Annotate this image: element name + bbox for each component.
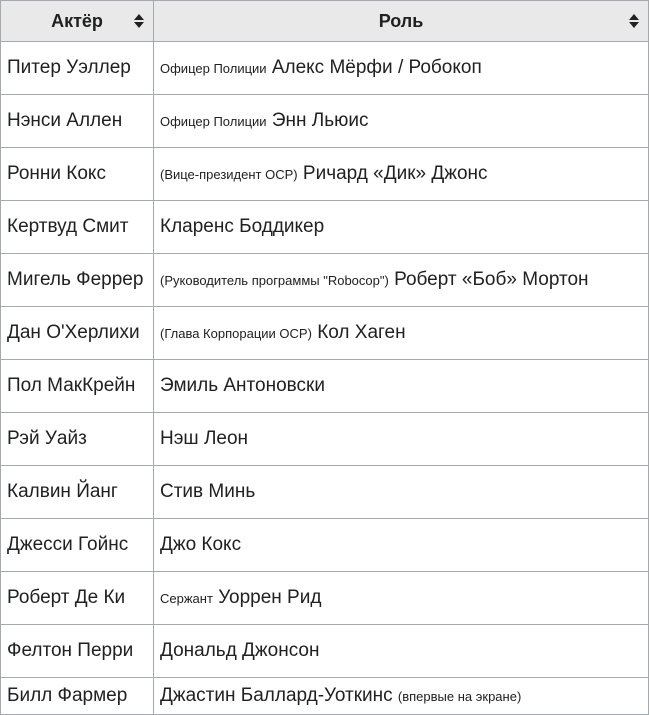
actor-cell: Ронни Кокс <box>1 148 154 201</box>
role-note: Сержант <box>160 591 213 606</box>
role-cell <box>154 413 649 466</box>
actor-cell: Роберт Де Ки <box>1 572 154 625</box>
role-name: Стив Минь <box>160 481 256 502</box>
table-row <box>1 307 649 360</box>
table-row <box>1 95 649 148</box>
header-row <box>1 1 649 42</box>
role-name: Алекс Мёрфи / Робокоп <box>271 57 482 78</box>
role-name: Энн Льюис <box>271 110 369 131</box>
actor-header-label: Актёр <box>51 10 103 31</box>
role-cell <box>154 307 649 360</box>
table-row <box>1 148 649 201</box>
sort-arrows-icon[interactable] <box>628 13 640 29</box>
actor-cell: Мигель Феррер <box>1 254 154 307</box>
role-note-after: (впервые на экране) <box>397 689 522 704</box>
table-row <box>1 572 649 625</box>
role-note: Офицер Полиции <box>160 61 267 76</box>
role-note: Офицер Полиции <box>160 114 267 129</box>
role-cell <box>154 572 649 625</box>
role-name: Кол Хаген <box>317 322 406 343</box>
sort-arrows-icon[interactable] <box>133 13 145 29</box>
role-name: Эмиль Антоновски <box>160 375 325 396</box>
role-note: (Руководитель программы "Robocop") <box>160 273 389 288</box>
role-note: (Вице-президент OCP) <box>160 167 298 182</box>
role-cell <box>154 148 649 201</box>
role-name: Дональд Джонсон <box>160 640 320 661</box>
role-cell <box>154 95 649 148</box>
role-name: Нэш Леон <box>160 428 249 449</box>
actor-cell: Джесси Гойнс <box>1 519 154 572</box>
role-header-label: Роль <box>378 10 424 31</box>
table-row <box>1 201 649 254</box>
table-row <box>1 678 649 715</box>
role-cell <box>154 625 649 678</box>
role-name: Ричард «Дик» Джонс <box>302 163 488 184</box>
role-cell <box>154 254 649 307</box>
table-row <box>1 466 649 519</box>
actor-cell: Дан О'Херлихи <box>1 307 154 360</box>
table-row <box>1 42 649 95</box>
actor-cell: Пол МакКрейн <box>1 360 154 413</box>
actor-cell: Нэнси Аллен <box>1 95 154 148</box>
role-name: Уоррен Рид <box>218 587 322 608</box>
role-cell <box>154 519 649 572</box>
actor-cell: Билл Фармер <box>1 678 154 715</box>
role-name: Кларенс Боддикер <box>160 216 325 237</box>
role-name: Роберт «Боб» Мортон <box>394 269 589 290</box>
role-name: Джо Кокс <box>160 534 242 555</box>
role-note: (Глава Корпорации OCP) <box>160 326 312 341</box>
table-row <box>1 254 649 307</box>
role-column-header[interactable] <box>154 1 649 42</box>
table-row <box>1 360 649 413</box>
actor-column-header[interactable] <box>1 1 154 42</box>
role-cell <box>154 42 649 95</box>
actor-cell: Фелтон Перри <box>1 625 154 678</box>
role-cell <box>154 201 649 254</box>
actor-cell: Рэй Уайз <box>1 413 154 466</box>
actor-cell: Калвин Йанг <box>1 466 154 519</box>
table-row <box>1 519 649 572</box>
role-cell <box>154 678 649 715</box>
role-cell <box>154 466 649 519</box>
role-name: Джастин Баллард-Уоткинс <box>160 685 393 706</box>
table-row <box>1 413 649 466</box>
table-row <box>1 625 649 678</box>
actor-cell: Питер Уэллер <box>1 42 154 95</box>
actor-cell: Кертвуд Смит <box>1 201 154 254</box>
role-cell <box>154 360 649 413</box>
